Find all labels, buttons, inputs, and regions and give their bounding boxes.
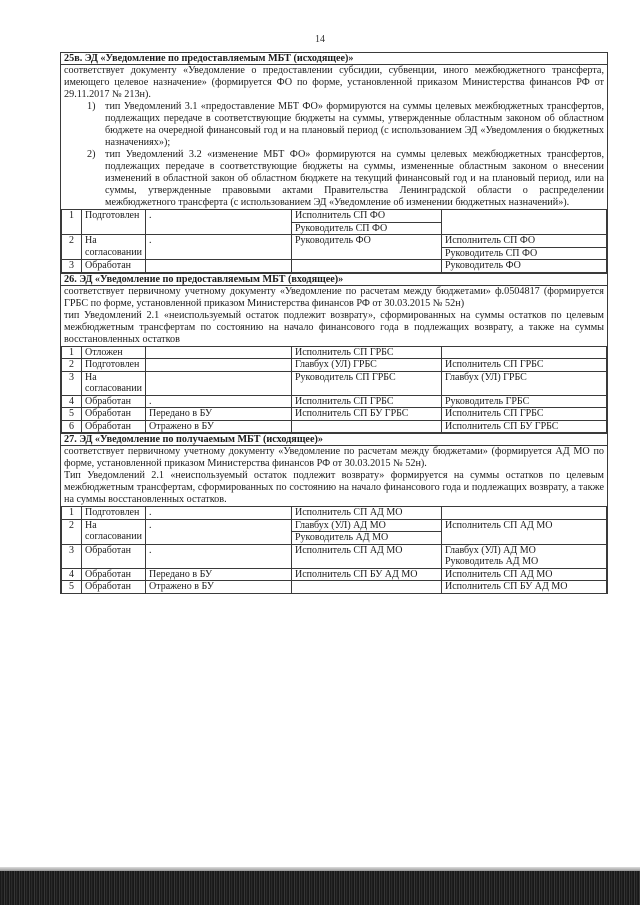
section-title: 25в. ЭД «Уведомление по предоставляемым МБТ (исходящее)»: [61, 52, 607, 65]
approver-cell: Исполнитель СП АД МО: [442, 568, 607, 581]
note-cell: .: [146, 507, 292, 520]
approver-cell: [442, 544, 607, 568]
approver-cell: [442, 507, 607, 520]
section-list: [61, 101, 607, 209]
table-row: [62, 519, 607, 544]
executor-cell: Главбух (УЛ) ГРБС: [292, 359, 442, 372]
approver-name-secondary: Руководитель АД МО: [445, 556, 539, 567]
note-cell: Отражено в БУ: [146, 581, 292, 594]
executor-name-secondary: Руководитель СП ФО: [292, 222, 441, 235]
section-title: 26. ЭД «Уведомление по предоставляемым МБТ (входящее)»: [61, 273, 607, 286]
table-row: [62, 568, 607, 581]
note-cell: .: [146, 210, 292, 235]
approver-cell: Главбух (УЛ) ГРБС: [442, 371, 607, 395]
executor-cell: Исполнитель СП АД МО: [292, 507, 442, 520]
approver-cell: [442, 346, 607, 359]
list-item: [87, 149, 604, 209]
status-cell: Обработан: [82, 544, 146, 568]
scan-noise-band: [0, 871, 640, 905]
row-number: 4: [62, 568, 82, 581]
executor-name-secondary: Руководитель АД МО: [292, 531, 441, 544]
status-cell: На согласовании: [82, 519, 146, 544]
table-row: [62, 235, 607, 260]
executor-cell: Руководитель СП ГРБС: [292, 371, 442, 395]
list-item-number: 2): [87, 149, 96, 160]
row-number: 6: [62, 420, 82, 433]
note-cell: Передано в БУ: [146, 568, 292, 581]
note-cell: [146, 346, 292, 359]
section-paragraph: соответствует первичному учетному документу «Уведомление по расчетам между бюджетами» (формируется АД МО по форме, установленной приказом Министерства финансов РФ от 30.03.2015 № 52н).: [64, 446, 604, 469]
list-item-text: тип Уведомлений 3.1 «предоставление МБТ ФО» формируются на суммы целевых межбюджетных трансфертов, подлежащих передаче в соответствующие бюджеты на суммы, утвержденные областным законом об областном бюджете на очередной финансовый год и на плановый период (с использованием ЭД «Уведомления о бюджетных назначениях»);: [105, 101, 604, 148]
status-cell: Подготовлен: [82, 507, 146, 520]
executor-cell: [292, 420, 442, 433]
row-number: 3: [62, 260, 82, 273]
approver-cell: Исполнитель СП БУ АД МО: [442, 581, 607, 594]
note-cell: .: [146, 519, 292, 544]
page-number: 14: [315, 34, 325, 45]
approver-cell: Исполнитель СП БУ ГРБС: [442, 420, 607, 433]
executor-cell: Руководитель ФО: [292, 235, 442, 260]
table-row: [62, 371, 607, 395]
approver-cell: [442, 210, 607, 235]
executor-cell: Исполнитель СП ГРБС: [292, 395, 442, 408]
row-number: 2: [62, 235, 82, 260]
approver-cell: Исполнитель СП ГРБС: [442, 359, 607, 372]
approver-cell: Руководитель ФО: [442, 260, 607, 273]
table-row: [62, 408, 607, 421]
note-cell: Передано в БУ: [146, 408, 292, 421]
note-cell: [146, 260, 292, 273]
section-paragraph: тип Уведомлений 2.1 «неиспользуемый остаток подлежит возврату», сформированных на суммы остатков по целевым межбюджетным трансфертам по состоянию на начало финансового года в подлежащих возврату, а также на суммы восстановленных остатков: [64, 309, 604, 345]
row-number: 5: [62, 581, 82, 594]
note-cell: Отражено в БУ: [146, 420, 292, 433]
approver-cell: Руководитель ГРБС: [442, 395, 607, 408]
row-number: 2: [62, 519, 82, 544]
executor-name: Исполнитель СП ФО: [295, 210, 386, 221]
note-cell: [146, 359, 292, 372]
status-cell: Обработан: [82, 260, 146, 273]
approver-cell: Исполнитель СП ГРБС: [442, 408, 607, 421]
approver-cell: Исполнитель СП АД МО: [442, 519, 607, 544]
executor-cell: Исполнитель СП БУ АД МО: [292, 568, 442, 581]
executor-cell: Исполнитель СП ГРБС: [292, 346, 442, 359]
status-cell: На согласовании: [82, 235, 146, 260]
executor-cell: Исполнитель СП БУ ГРБС: [292, 408, 442, 421]
status-cell: Обработан: [82, 395, 146, 408]
approver-name-secondary: Руководитель СП ФО: [442, 247, 606, 260]
section-paragraph: соответствует документу «Уведомление о предоставлении субсидии, субвенции, иного межбюджетного трансферта, имеющего целевое назначение» (формируется ФО по форме, установленной приказом Министерства финансов РФ от 29.11.2017 № 213н).: [64, 65, 604, 100]
status-cell: Обработан: [82, 568, 146, 581]
row-number: 1: [62, 210, 82, 235]
row-number: 1: [62, 507, 82, 520]
note-cell: .: [146, 544, 292, 568]
status-cell: Обработан: [82, 420, 146, 433]
row-number: 2: [62, 359, 82, 372]
row-number: 4: [62, 395, 82, 408]
table-row: [62, 395, 607, 408]
status-table: [61, 346, 607, 434]
section-title: 27. ЭД «Уведомление по получаемым МБТ (исходящее)»: [61, 433, 607, 446]
table-row: [62, 581, 607, 594]
list-item-text: тип Уведомлений 3.2 «изменение МБТ ФО» формируются на суммы целевых межбюджетных трансфертов, подлежащих передаче в соответствующие бюджеты на суммы, измененные областным законом о внесении изменений в областной закон об областном бюджете на текущий финансовый год и на плановый период, или на суммы, утвержденные правовыми актами Правительства Ленинградской области о распределении межбюджетного трансферта (с использованием ЭД «Уведомление об изменении бюджетных назначений»).: [105, 149, 604, 208]
executor-cell: Исполнитель СП АД МО: [292, 544, 442, 568]
approver-cell: [442, 235, 607, 260]
row-number: 1: [62, 346, 82, 359]
executor-cell: [292, 260, 442, 273]
status-cell: Обработан: [82, 581, 146, 594]
status-table: [61, 209, 607, 273]
table-row: [62, 210, 607, 235]
note-cell: [146, 371, 292, 395]
row-number: 3: [62, 544, 82, 568]
list-item-number: 1): [87, 101, 96, 112]
table-row: [62, 507, 607, 520]
row-number: 3: [62, 371, 82, 395]
status-cell: Подготовлен: [82, 210, 146, 235]
executor-cell: [292, 519, 442, 544]
note-cell: .: [146, 395, 292, 408]
document-body: [60, 52, 608, 594]
executor-cell: [292, 210, 442, 235]
status-cell: Отложен: [82, 346, 146, 359]
approver-name: Исполнитель СП ФО: [445, 235, 536, 246]
table-row: [62, 346, 607, 359]
status-table: [61, 506, 607, 594]
table-row: [62, 420, 607, 433]
section-paragraph: Тип Уведомлений 2.1 «неиспользуемый остаток подлежит возврату» формируется на суммы остатков по целевым межбюджетным трансфертам, сформированных по состоянию на начало финансового года и подлежащих возврату, а также на суммы восстановленных остатков.: [64, 470, 604, 505]
executor-name: Главбух (УЛ) АД МО: [295, 519, 386, 531]
approver-name: Главбух (УЛ) АД МО: [445, 544, 536, 556]
table-row: [62, 260, 607, 273]
table-row: [62, 544, 607, 568]
executor-cell: [292, 581, 442, 594]
row-number: 5: [62, 408, 82, 421]
list-item: [87, 101, 604, 149]
status-cell: Подготовлен: [82, 359, 146, 372]
note-cell: .: [146, 235, 292, 260]
table-row: [62, 359, 607, 372]
status-cell: На согласовании: [82, 371, 146, 395]
section-paragraph: соответствует первичному учетному документу «Уведомление по расчетам между бюджетами» ф.0504817 (формируется ГРБС по форме, установленной приказом Министерства финансов РФ от 30.03.2015 № 52н): [64, 285, 604, 309]
status-cell: Обработан: [82, 408, 146, 421]
